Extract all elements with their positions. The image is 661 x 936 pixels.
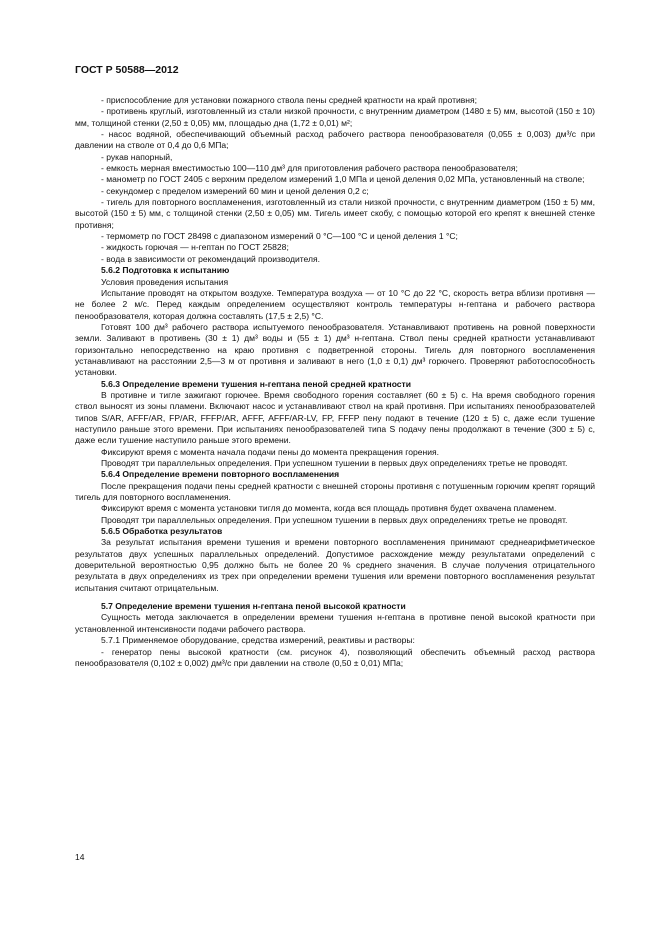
paragraph: Проводят три параллельных определения. При успешном тушении в первых двух определениях третье не проводят.	[101, 514, 568, 525]
section-heading-5-6-3: 5.6.3 Определение времени тушения н-гептана пеной средней кратности	[101, 378, 411, 389]
paragraph: Условия проведения испытания	[101, 276, 229, 287]
document-body	[75, 95, 595, 669]
list-item: - генератор пены высокой кратности (см. рисунок 4), позволяющий обеспечить объемный расход раствора пенообразователя (0,102 ± 0,002) дм³/с при давлении на стволе (0,50 ± 0,01) МПа;	[75, 646, 595, 668]
section-heading-5-6-4: 5.6.4 Определение времени повторного воспламенения	[101, 469, 340, 480]
list-item: - насос водяной, обеспечивающий объемный расход рабочего раствора пенообразователя (0,055 ± 0,003) дм³/с при давлении на стволе от 0,4 до 0,6 МПа;	[75, 129, 595, 151]
list-item: - емкость мерная вместимостью 100—110 дм³ для приготовления рабочего раствора пенообразователя;	[101, 163, 518, 174]
paragraph: В противне и тигле зажигают горючее. Время свободного горения составляет (60 ± 5) с. На время свободного горения ствол выносят из зоны пламени. Включают насос и устанавливают ствол на край противня. При испытаниях пенообразователей типов S/AR, AFFF/AR, FP/AR, FFFP/AR, AFFF, AFFF/AR-LV, FP, FFFP пену подают в течение (120 ± 5) с, даже если тушение наступило раньше этого времени. При испытаниях пенообразователей типа S подачу пены продолжают в течение (300 ± 5) с, даже если тушение наступило раньше этого времени.	[75, 389, 595, 446]
paragraph: После прекращения подачи пены средней кратности с внешней стороны противня с потушенным горючим крепят горящий тигель для повторного воспламенения.	[75, 480, 595, 503]
list-item: - тигель для повторного воспламенения, изготовленный из стали низкой прочности, с внутренним диаметром (150 ± 5) мм, высотой (150 ± 5) мм, с толщиной стенки (2,50 ± 0,05) мм. Тигель имеет скобу, с помощью которой его крепят к внешней стенке противня;	[75, 197, 595, 230]
section-heading-5-6-5: 5.6.5 Обработка результатов	[101, 526, 223, 537]
paragraph: За результат испытания времени тушения и времени повторного воспламенения принимают среднеарифметическое результатов двух успешных параллельных определений. Допустимое расхождение между результатами определений с доверительной вероятностью 0,95 должно быть не более 20 % среднего значения. В случае получения отрицательного результата в двух определениях из трех при определении времени тушения или времени повторного воспламенения результат испытания считают отрицательным.	[75, 537, 595, 593]
section-heading-5-7: 5.7 Определение времени тушения н-гептана пеной высокой кратности	[101, 601, 406, 612]
list-item: - секундомер с пределом измерений 60 мин и ценой деления 0,2 с;	[101, 185, 369, 196]
list-item: - термометр по ГОСТ 28498 с диапазоном измерений 0 °С—100 °С и ценой деления 1 °С;	[101, 231, 458, 242]
paragraph: Испытание проводят на открытом воздухе. Температура воздуха — от 10 °С до 22 °С, скорость ветра вблизи противня — не более 2 м/с. Перед каждым определением осуществляют контроль температуры н-гептана и рабочего раствора пенообразователя, которая должна составлять (17,5 ± 2,5) °С.	[75, 287, 595, 321]
section-heading-5-6-2: 5.6.2 Подготовка к испытанию	[101, 265, 230, 276]
list-item: - манометр по ГОСТ 2405 с верхним пределом измерений 1,0 МПа и ценой деления 0,02 МПа, установленный на стволе;	[101, 174, 585, 185]
list-item: - жидкость горючая — н-гептан по ГОСТ 25828;	[101, 242, 289, 253]
paragraph: Готовят 100 дм³ рабочего раствора испытуемого пенообразователя. Устанавливают противень на ровной поверхности земли. Заливают в противень (30 ± 1) дм³ воды и (55 ± 1) дм³ н-гептана. Ствол пены средней кратности устанавливают горизонтально непосредственно на краю противня с подветренной стороны. Тигель для повторного воспламенения устанавливают на расстоянии 2,5—3 м от противня и заливают в него (1,0 ± 0,1) дм³ горючего. Проверяют работоспособность установки.	[75, 321, 595, 378]
document-header: ГОСТ Р 50588—2012	[75, 64, 179, 76]
paragraph: Проводят три параллельных определения. При успешном тушении в первых двух определениях третье не проводят.	[101, 458, 568, 468]
list-item: - приспособление для установки пожарного ствола пены средней кратности на край противня;	[101, 95, 478, 105]
paragraph: Фиксируют время с момента начала подачи пены до момента прекращения горения.	[101, 446, 439, 457]
list-item: - рукав напорный,	[101, 151, 173, 162]
paragraph: Сущность метода заключается в определении времени тушения н-гептана в противне пеной высокой кратности при установленной интенсивности подачи рабочего раствора.	[75, 612, 595, 634]
list-item: - противень круглый, изготовленный из стали низкой прочности, с внутренним диаметром (1480 ± 5) мм, высотой (150 ± 10) мм, толщиной стенки (2,50 ± 0,05) мм, площадью дна (1,72 ± 0,01) м²;	[75, 106, 595, 128]
page-number: 14	[75, 852, 85, 862]
list-item: - вода в зависимости от рекомендаций производителя.	[101, 253, 320, 264]
paragraph: Фиксируют время с момента установки тигля до момента, когда вся площадь противня будет охвачена пламенем.	[101, 503, 557, 514]
paragraph: 5.7.1 Применяемое оборудование, средства измерений, реактивы и растворы:	[101, 635, 415, 646]
